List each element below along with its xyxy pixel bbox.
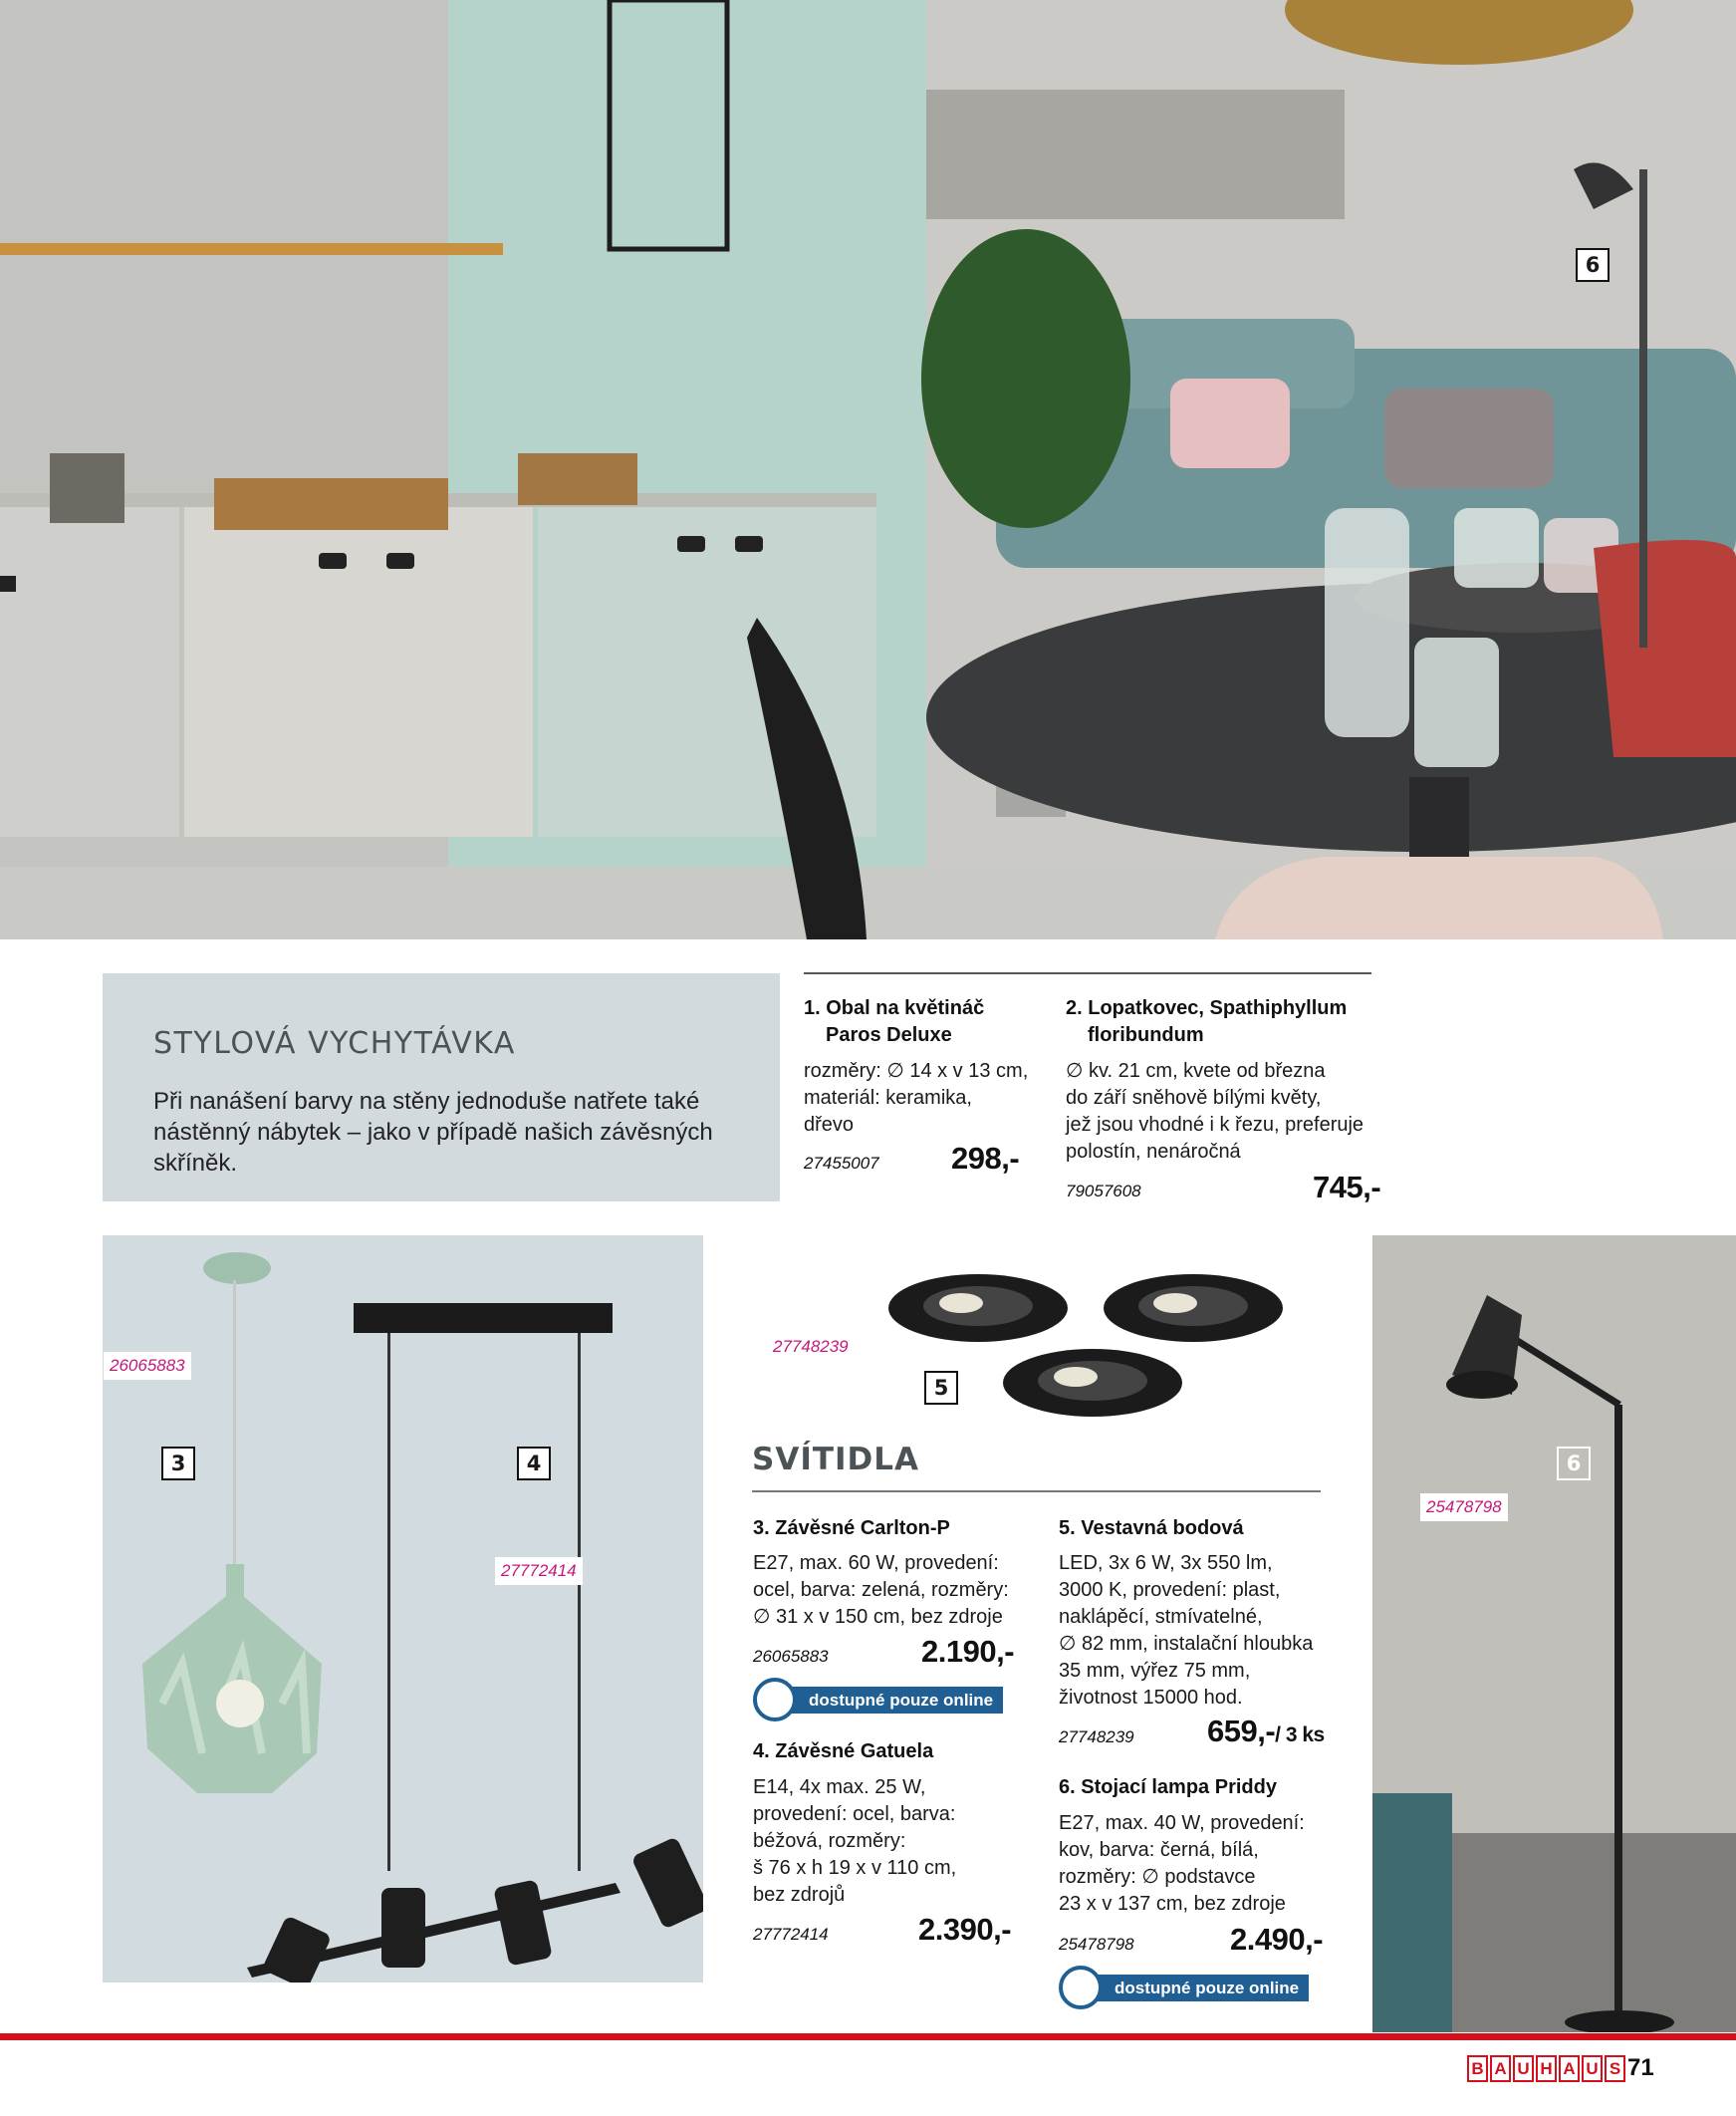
- desc-line: kov, barva: černá, bílá,: [1059, 1839, 1259, 1861]
- desc-line: rozměry: ∅ podstavce: [1059, 1866, 1256, 1888]
- section-title: SVÍTIDLA: [752, 1442, 920, 1477]
- product-1-title: [804, 995, 1043, 1049]
- cart-cursor-icon: [1059, 1966, 1103, 2009]
- online-only-label: dostupné pouze online: [1097, 1975, 1309, 2001]
- desc-line: ∅ kv. 21 cm, kvete od března: [1066, 1060, 1326, 1082]
- product-4-desc: [753, 1774, 1012, 1909]
- product-3-title: 3. Závěsné Carlton-P: [753, 1517, 950, 1539]
- image-sku-label-3: 26065883: [104, 1352, 191, 1380]
- desc-line: životnost 15000 hod.: [1059, 1687, 1243, 1709]
- image-sku-label-5: 27748239: [773, 1337, 849, 1356]
- page-number: 71: [1627, 2054, 1654, 2081]
- desc-line: dřevo: [804, 1114, 855, 1136]
- tip-title: STYLOVÁ VYCHYTÁVKA: [153, 1026, 516, 1061]
- product-6-price: 2.490,-: [1230, 1922, 1324, 1957]
- desc-line: rozměry: ∅ 14 x v 13 cm,: [804, 1060, 1029, 1082]
- product-6-title: 6. Stojací lampa Priddy: [1059, 1776, 1277, 1798]
- product-1-price: 298,-: [951, 1141, 1020, 1176]
- product-2-desc: [1066, 1058, 1374, 1166]
- logo-letter: A: [1490, 2055, 1511, 2082]
- image-marker-3: 3: [161, 1447, 195, 1480]
- product-1-title-line1: 1. Obal na květináč: [804, 997, 985, 1019]
- product-2-title-line1: 2. Lopatkovec, Spathiphyllum: [1066, 997, 1348, 1019]
- desc-line: do září sněhově bílými květy,: [1066, 1087, 1322, 1109]
- desc-line: bez zdrojů: [753, 1884, 846, 1906]
- logo-letter: U: [1582, 2055, 1603, 2082]
- desc-line: š 76 x h 19 x v 110 cm,: [753, 1857, 957, 1879]
- product-5-price: [1207, 1714, 1325, 1749]
- price-unit: / 3 ks: [1275, 1723, 1325, 1746]
- bauhaus-logo: [1467, 2055, 1625, 2082]
- desc-line: materiál: keramika,: [804, 1087, 972, 1109]
- desc-line: naklápěcí, stmívatelné,: [1059, 1606, 1263, 1628]
- section-rule: [752, 1490, 1321, 1492]
- pendant-lamps-photo: [103, 1235, 703, 1983]
- product-3-sku: 26065883: [753, 1647, 829, 1666]
- image-sku-label-6: 25478798: [1420, 1493, 1508, 1521]
- product-3-desc: [753, 1550, 1012, 1631]
- hero-marker-6: 6: [1576, 248, 1610, 282]
- product-3-price: 2.190,-: [921, 1634, 1015, 1669]
- product-1-desc: [804, 1058, 1043, 1139]
- logo-letter: S: [1605, 2055, 1625, 2082]
- product-2-title: [1066, 995, 1364, 1049]
- image-marker-5: 5: [924, 1371, 958, 1405]
- product-5-desc: [1059, 1550, 1328, 1712]
- desc-line: E27, max. 40 W, provedení:: [1059, 1812, 1305, 1834]
- logo-letter: A: [1559, 2055, 1580, 2082]
- desc-line: LED, 3x 6 W, 3x 550 lm,: [1059, 1552, 1273, 1574]
- desc-line: polostín, nenáročná: [1066, 1141, 1241, 1163]
- floor-lamp-photo: [1372, 1235, 1736, 2032]
- desc-line: 23 x v 137 cm, bez zdroje: [1059, 1893, 1286, 1915]
- product-4-title: 4. Závěsné Gatuela: [753, 1740, 934, 1762]
- image-marker-6: 6: [1557, 1447, 1591, 1480]
- cart-cursor-icon: [753, 1678, 797, 1721]
- living-room-illustration: [0, 0, 1736, 939]
- product-4-sku: 27772414: [753, 1925, 829, 1944]
- product-4-price: 2.390,-: [918, 1912, 1012, 1947]
- desc-line: E14, 4x max. 25 W,: [753, 1776, 926, 1798]
- desc-line: ocel, barva: zelená, rozměry:: [753, 1579, 1009, 1601]
- hero-photo: [0, 0, 1736, 939]
- image-marker-4: 4: [517, 1447, 551, 1480]
- top-rule: [804, 972, 1371, 974]
- product-2-title-line2: floribundum: [1088, 1024, 1204, 1046]
- desc-line: jež jsou vhodné i k řezu, preferuje: [1066, 1114, 1364, 1136]
- desc-line: 35 mm, výřez 75 mm,: [1059, 1660, 1251, 1682]
- logo-letter: B: [1467, 2055, 1488, 2082]
- logo-letter: H: [1536, 2055, 1557, 2082]
- online-only-label: dostupné pouze online: [791, 1687, 1003, 1714]
- desc-line: 3000 K, provedení: plast,: [1059, 1579, 1281, 1601]
- logo-letter: U: [1513, 2055, 1534, 2082]
- product-2-sku: 79057608: [1066, 1182, 1141, 1200]
- product-6-sku: 25478798: [1059, 1935, 1134, 1954]
- desc-line: E27, max. 60 W, provedení:: [753, 1552, 999, 1574]
- product-1-sku: 27455007: [804, 1154, 879, 1173]
- desc-line: béžová, rozměry:: [753, 1830, 906, 1852]
- pendant-lamps-illustration: [103, 1235, 703, 1983]
- product-2-price: 745,-: [1313, 1170, 1381, 1204]
- tip-body: Při nanášení barvy na stěny jednoduše natřete také nástěnný nábytek – jako v případě našich závěsných skříněk.: [153, 1088, 713, 1177]
- floor-lamp-illustration: [1372, 1235, 1736, 2032]
- product-1-title-line2: Paros Deluxe: [826, 1024, 952, 1046]
- product-5-sku: 27748239: [1059, 1727, 1134, 1746]
- desc-line: provedení: ocel, barva:: [753, 1803, 956, 1825]
- image-sku-label-4: 27772414: [495, 1557, 583, 1585]
- product-5-title: 5. Vestavná bodová: [1059, 1517, 1244, 1539]
- price-value: 659,-: [1207, 1714, 1276, 1748]
- desc-line: ∅ 82 mm, instalační hloubka: [1059, 1633, 1314, 1655]
- footer-rule: [0, 2033, 1736, 2040]
- product-6-desc: [1059, 1810, 1328, 1918]
- desc-line: ∅ 31 x v 150 cm, bez zdroje: [753, 1606, 1003, 1628]
